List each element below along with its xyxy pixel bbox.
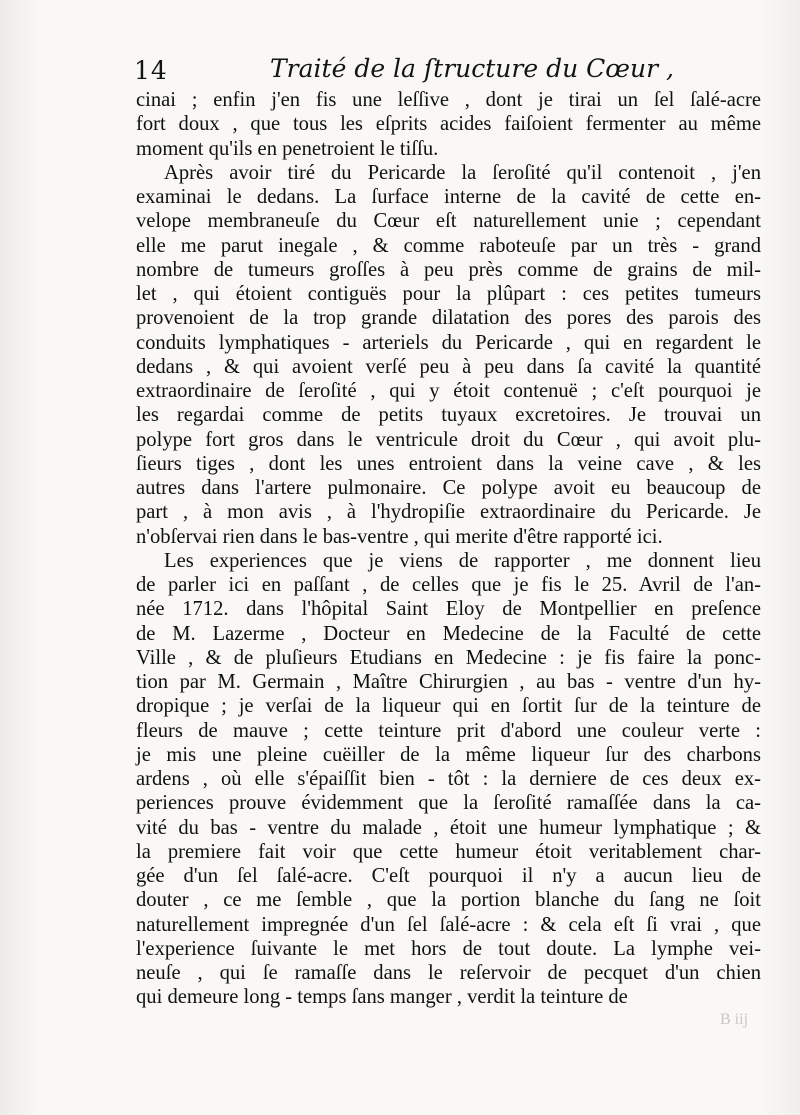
text-line: neuſe , qui ſe ramaſſe dans le reſervoir de pecquet d'un chien	[136, 962, 761, 984]
text-line: naturellement impregnée d'un ſel ſalé-acre : & cela eſt ſi vrai , que	[136, 913, 761, 936]
text-line: elle me parut inegale , & comme raboteuſe par un très - grand	[136, 234, 761, 257]
running-title: Traité de la ſtructure du Cœur ,	[270, 54, 674, 83]
text-line: de parler ici en paſſant , de celles que je fis le 25. Avril de l'an-	[136, 574, 761, 596]
paragraph	[136, 161, 761, 549]
text-line: autres dans l'artere pulmonaire. Ce polype avoit eu beaucoup de	[136, 477, 761, 499]
text-line: part , à mon avis , à l'hydropiſie extraordinaire du Pericarde. Je	[136, 501, 761, 524]
text-line: gée d'un ſel ſalé-acre. C'eſt pourquoi il n'y a aucun lieu de	[136, 865, 761, 887]
paragraph	[136, 549, 761, 1010]
text-line: Ville , & de pluſieurs Etudians en Medecine : je fis faire la ponc-	[136, 646, 761, 669]
text-line: conduits lymphatiques - arteriels du Pericarde , qui en regardent le	[136, 331, 761, 354]
text-line: nombre de tumeurs groſſes à peu près comme de grains de mil-	[136, 258, 761, 281]
body-text	[136, 88, 761, 1010]
text-line: let , qui étoient contiguës pour la plûpart : ces petites tumeurs	[136, 283, 761, 305]
text-line: dedans , & qui avoient verſé peu à peu dans ſa cavité la quantité	[136, 355, 761, 378]
text-line: polype fort gros dans le ventricule droit du Cœur , qui avoit plu-	[136, 428, 761, 451]
text-line: velope membraneuſe du Cœur eſt naturellement unie ; cependant	[136, 210, 761, 233]
text-line: ardens , où elle s'épaiſſit bien - tôt : la derniere de ces deux ex-	[136, 768, 761, 790]
text-line: Les experiences que je viens de rapporter , me donnent lieu	[164, 549, 761, 572]
text-line: moment qu'ils en penetroient le tiſſu.	[136, 137, 439, 160]
page-number: 14	[134, 56, 168, 85]
text-line: n'obſervai rien dans le bas-ventre , qui merite d'être rapporté ici.	[136, 525, 663, 548]
text-line: née 1712. dans l'hôpital Saint Eloy de Montpellier en preſence	[136, 598, 761, 621]
text-line: la premiere fait voir que cette humeur étoit veritablement char-	[136, 840, 761, 863]
text-line: vité du bas - ventre du malade , étoit une humeur lymphatique ; &	[136, 816, 761, 839]
text-line: fleurs de mauve ; cette teinture prit d'abord une couleur verte :	[136, 719, 761, 742]
text-line: ſieurs tiges , dont les unes entroient dans la veine cave , & les	[136, 452, 761, 475]
text-line: provenoient de la trop grande dilatation des pores des parois des	[136, 307, 761, 330]
text-line: fort doux , que tous les eſprits acides faiſoient fermenter au même	[136, 113, 761, 136]
text-line: examinai le dedans. La ſurface interne de la cavité de cette en-	[136, 186, 761, 208]
text-line: tion par M. Germain , Maître Chirurgien , au bas - ventre d'un hy-	[136, 671, 761, 693]
text-line: cinai ; enfin j'en fis une leſſive , dont je tirai un ſel ſalé-acre	[136, 89, 761, 111]
text-line: de M. Lazerme , Docteur en Medecine de la Faculté de cette	[136, 622, 761, 645]
text-line: periences prouve évidemment que la ſeroſité ramaſſée dans la ca-	[136, 792, 761, 815]
text-line: Après avoir tiré du Pericarde la ſeroſité qu'il contenoit , j'en	[164, 161, 761, 184]
signature-mark: B iij	[720, 1011, 749, 1028]
text-line: je mis une pleine cuëiller de la même liqueur ſur des charbons	[136, 743, 761, 766]
text-line: dropique ; je verſai de la liqueur qui en ſortit ſur de la teinture de	[136, 695, 761, 718]
paragraph	[136, 88, 761, 161]
page-header	[134, 52, 774, 86]
text-line: qui demeure long - temps ſans manger , verdit la teinture de	[136, 986, 628, 1009]
text-line: l'experience ſuivante le met hors de tout doute. La lymphe vei-	[136, 937, 761, 960]
text-line: douter , ce me ſemble , que la portion blanche du ſang ne ſoit	[136, 889, 761, 912]
text-line: extraordinaire de ſeroſité , qui y étoit contenuë ; c'eſt pourquoi je	[136, 380, 761, 402]
text-line: les regardai comme de petits tuyaux excretoires. Je trouvai un	[136, 404, 761, 427]
